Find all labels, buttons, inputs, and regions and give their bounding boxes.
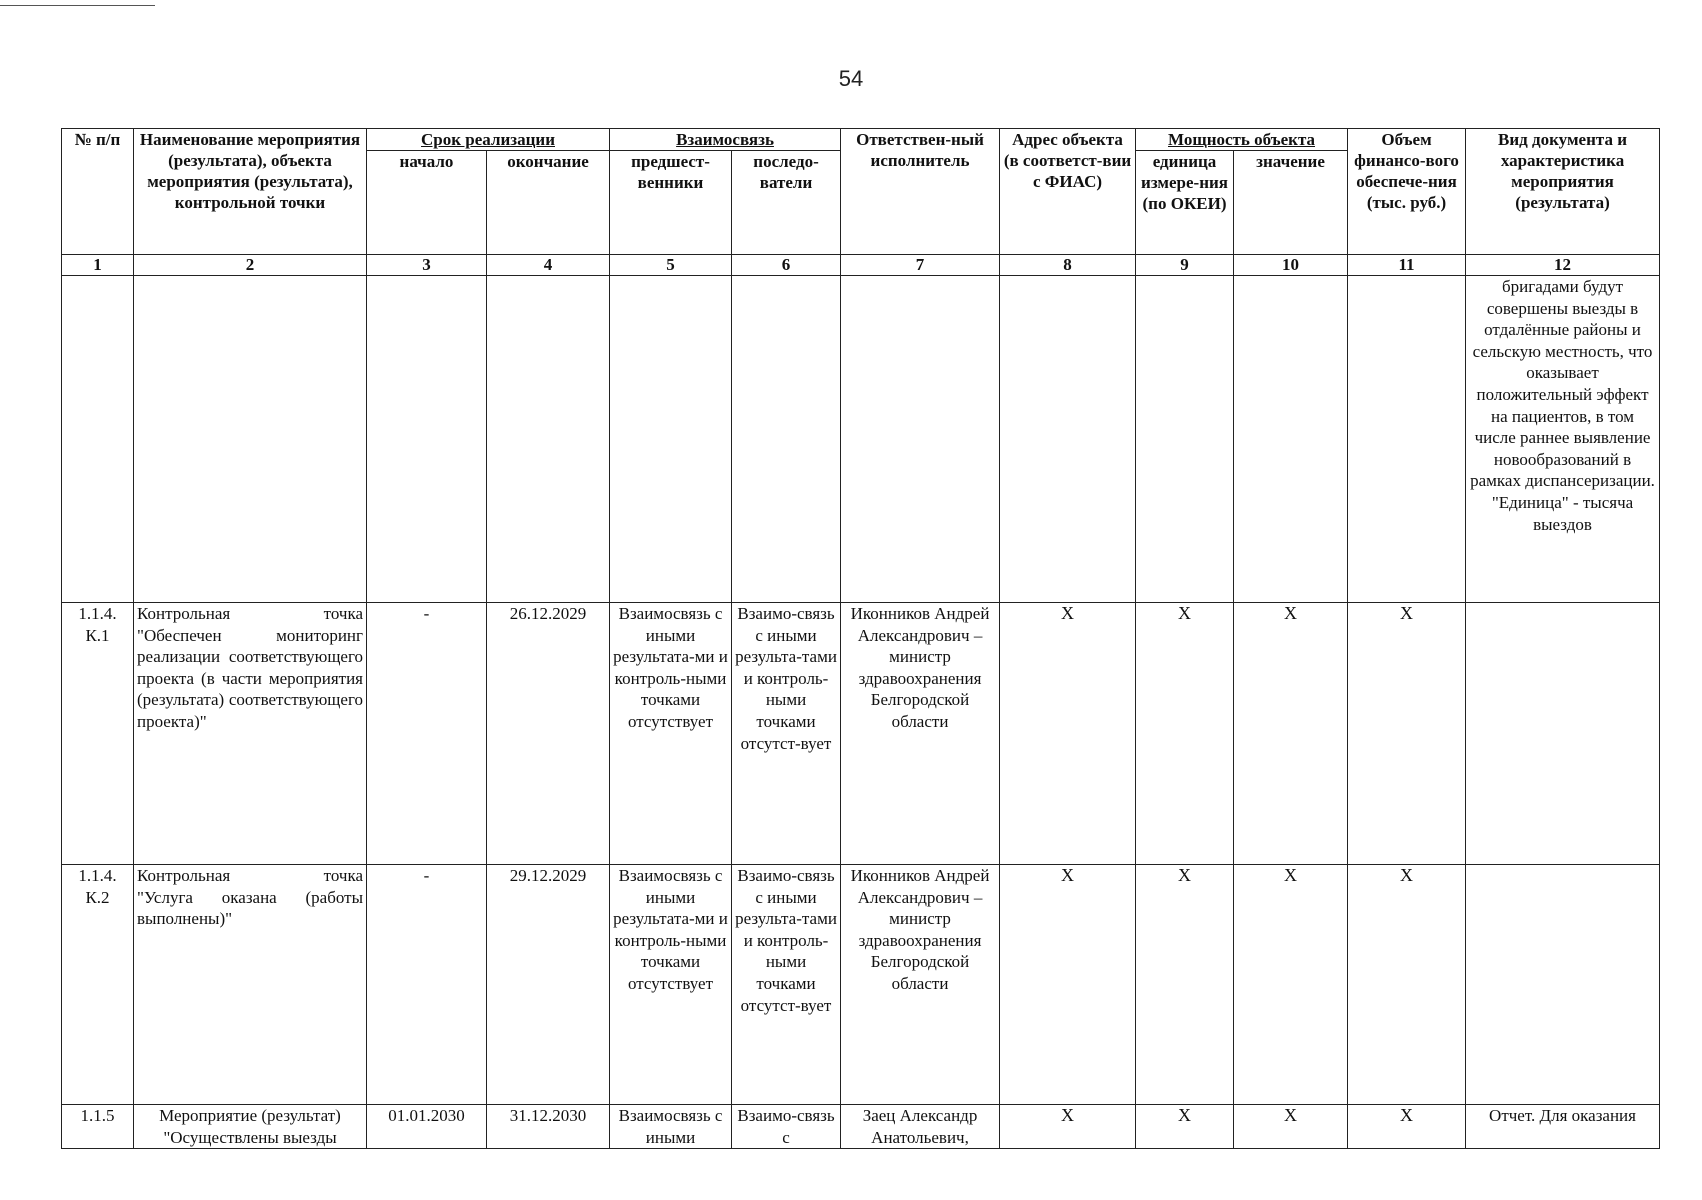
row-end: 31.12.2030 — [487, 1105, 610, 1149]
col-number: 4 — [487, 255, 610, 276]
header-responsible: Ответствен-ный исполнитель — [841, 129, 1000, 255]
header-row-1 — [62, 129, 1660, 151]
header-unit: единица измере-ния (по ОКЕИ) — [1136, 151, 1234, 255]
row-doc — [1466, 865, 1660, 1105]
row-name: "Обеспечен мониторинг реализации соответствующего проекта (в части мероприятия (результата) соответствующего проекта)" — [137, 625, 363, 731]
row-value: X — [1234, 603, 1348, 865]
row-finance — [1348, 276, 1466, 603]
row-name — [134, 276, 367, 603]
col-number: 8 — [1000, 255, 1136, 276]
col-number: 7 — [841, 255, 1000, 276]
col-number: 10 — [1234, 255, 1348, 276]
row-unit: X — [1136, 865, 1234, 1105]
row-num: 1.1.5 — [62, 1105, 134, 1149]
row-name: Мероприятие (результат) "Осуществлены выезды — [134, 1105, 367, 1149]
header-doc: Вид документа и характеристика мероприятия (результата) — [1466, 129, 1660, 255]
col-number: 2 — [134, 255, 367, 276]
corner-rule — [0, 5, 155, 6]
row-value — [1234, 276, 1348, 603]
row-name-cell — [134, 603, 367, 865]
header-successors: последо-ватели — [732, 151, 841, 255]
table-row — [62, 1105, 1660, 1149]
row-finance: X — [1348, 865, 1466, 1105]
row-end — [487, 276, 610, 603]
row-name-prefix-left: Контрольная — [137, 866, 231, 885]
row-num: 1.1.4. К.1 — [62, 603, 134, 865]
table-row — [62, 865, 1660, 1105]
row-start: - — [367, 603, 487, 865]
row-responsible — [841, 276, 1000, 603]
col-number: 11 — [1348, 255, 1466, 276]
table-row — [62, 276, 1660, 603]
header-num: № п/п — [62, 129, 134, 255]
table-row — [62, 603, 1660, 865]
header-finance: Объем финансо-вого обеспече-ния (тыс. руб.) — [1348, 129, 1466, 255]
row-name-prefix-right: точка — [323, 866, 363, 885]
row-name-prefix-right: точка — [323, 604, 363, 623]
row-unit: X — [1136, 1105, 1234, 1149]
row-unit — [1136, 276, 1234, 603]
row-finance: X — [1348, 1105, 1466, 1149]
row-doc: бригадами будут совершены выезды в отдалённые районы и сельскую местность, что оказывает положительный эффект на пациентов, в том числе раннее выявление новообразований в рамках диспансеризации. "Единица" - тысяча выездов — [1466, 276, 1660, 603]
row-name-first-line — [137, 865, 363, 887]
row-doc: Отчет. Для оказания — [1466, 1105, 1660, 1149]
row-address — [1000, 276, 1136, 603]
row-responsible: Заец Александр Анатольевич, — [841, 1105, 1000, 1149]
header-period-group: Срок реализации — [367, 129, 610, 151]
row-value: X — [1234, 1105, 1348, 1149]
row-name-first-line — [137, 603, 363, 625]
page-number: 54 — [838, 66, 864, 91]
col-number: 5 — [610, 255, 732, 276]
row-address: X — [1000, 603, 1136, 865]
header-name: Наименование мероприятия (результата), объекта мероприятия (результата), контрольной точки — [134, 129, 367, 255]
row-num: 1.1.4. К.2 — [62, 865, 134, 1105]
row-end: 26.12.2029 — [487, 603, 610, 865]
col-number: 3 — [367, 255, 487, 276]
header-predecessors: предшест-венники — [610, 151, 732, 255]
row-start: 01.01.2030 — [367, 1105, 487, 1149]
row-num — [62, 276, 134, 603]
row-start — [367, 276, 487, 603]
row-address: X — [1000, 1105, 1136, 1149]
row-unit: X — [1136, 603, 1234, 865]
row-predecessors — [610, 276, 732, 603]
plan-table — [61, 128, 1660, 1149]
col-number: 6 — [732, 255, 841, 276]
row-name-cell — [134, 865, 367, 1105]
header-link-group: Взаимосвязь — [610, 129, 841, 151]
row-predecessors: Взаимосвязь с иными — [610, 1105, 732, 1149]
column-numbers-row — [62, 255, 1660, 276]
row-name: "Услуга оказана (работы выполнены)" — [137, 887, 363, 929]
header-end: окончание — [487, 151, 610, 255]
row-successors: Взаимо-связь с иными результа-тами и контроль-ными точками отсутст-вует — [732, 603, 841, 865]
col-number: 9 — [1136, 255, 1234, 276]
header-value: значение — [1234, 151, 1348, 255]
row-predecessors: Взаимосвязь с иными результата-ми и контроль-ными точками отсутствует — [610, 603, 732, 865]
row-start: - — [367, 865, 487, 1105]
header-address: Адрес объекта (в соответст-вии с ФИАС) — [1000, 129, 1136, 255]
row-address: X — [1000, 865, 1136, 1105]
header-start: начало — [367, 151, 487, 255]
col-number: 1 — [62, 255, 134, 276]
row-responsible: Иконников Андрей Александрович – министр здравоохранения Белгородской области — [841, 865, 1000, 1105]
row-predecessors: Взаимосвязь с иными результата-ми и контроль-ными точками отсутствует — [610, 865, 732, 1105]
row-successors: Взаимо-связь с — [732, 1105, 841, 1149]
row-successors: Взаимо-связь с иными результа-тами и контроль-ными точками отсутст-вует — [732, 865, 841, 1105]
row-responsible: Иконников Андрей Александрович – министр здравоохранения Белгородской области — [841, 603, 1000, 865]
row-finance: X — [1348, 603, 1466, 865]
row-value: X — [1234, 865, 1348, 1105]
row-name-prefix-left: Контрольная — [137, 604, 231, 623]
row-end: 29.12.2029 — [487, 865, 610, 1105]
col-number: 12 — [1466, 255, 1660, 276]
row-successors — [732, 276, 841, 603]
row-doc — [1466, 603, 1660, 865]
header-capacity-group: Мощность объекта — [1136, 129, 1348, 151]
